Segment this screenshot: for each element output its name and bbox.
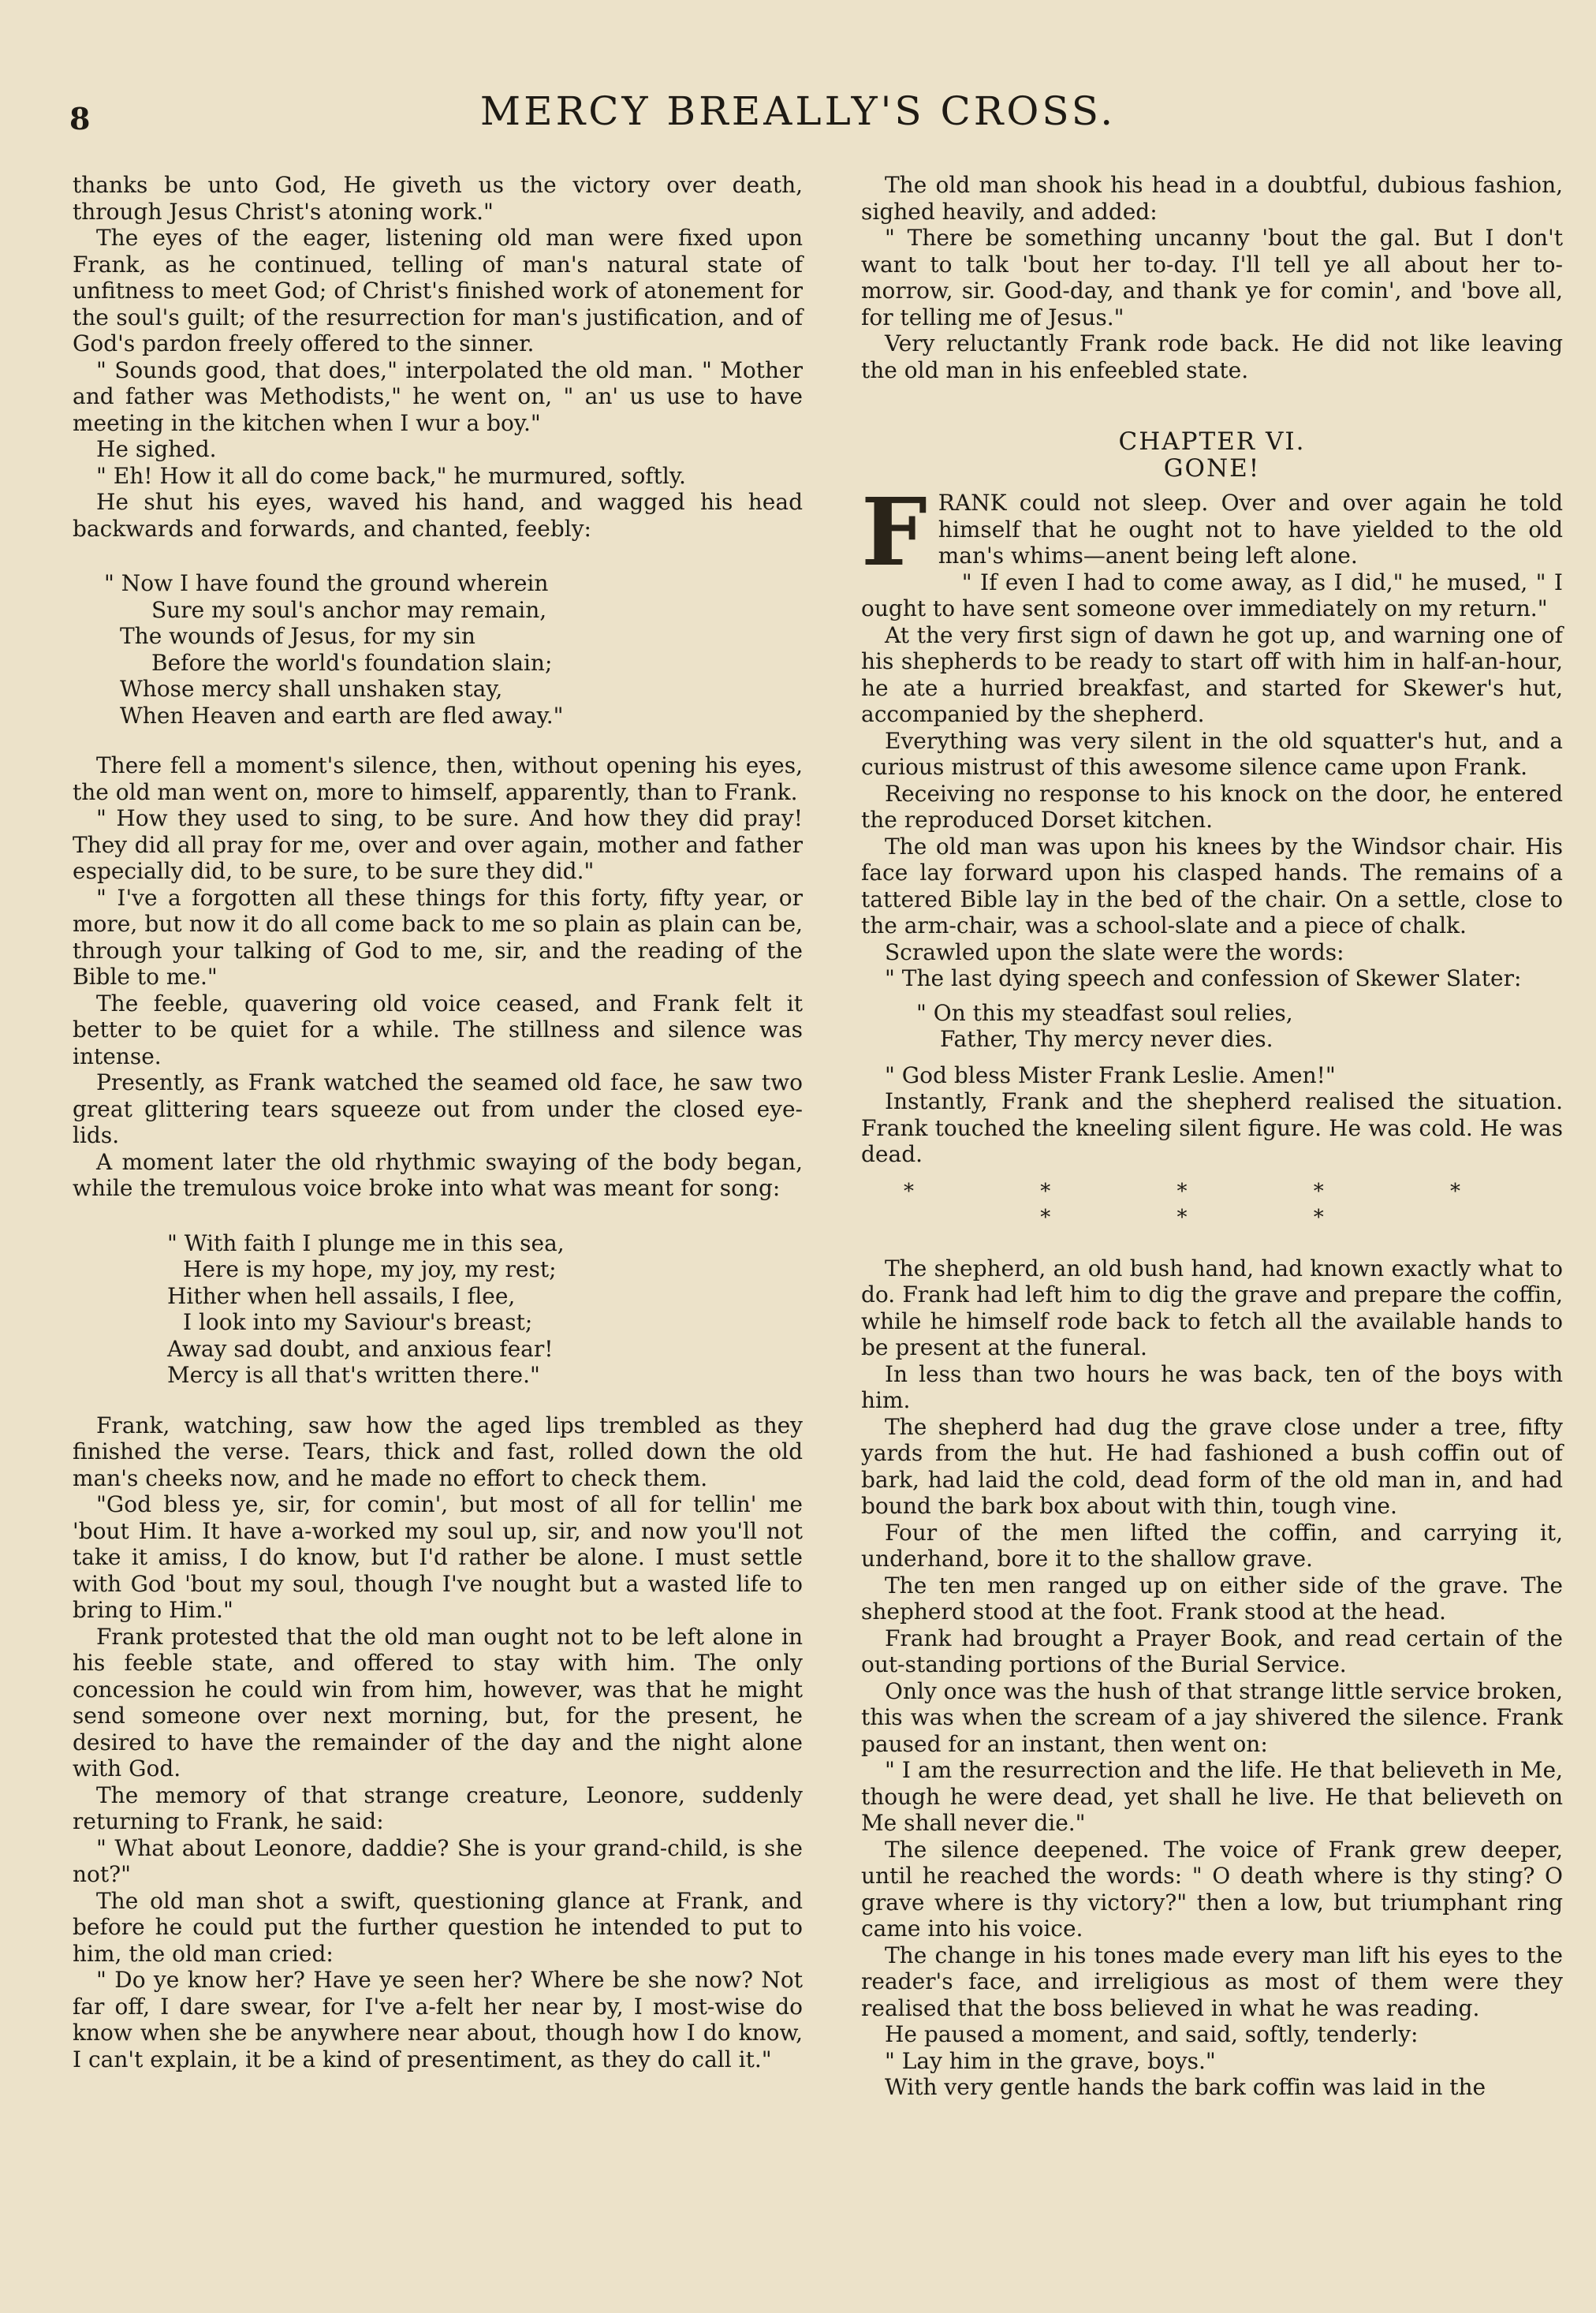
verse-line: Whose mercy shall unshaken stay, <box>120 676 503 702</box>
right-column <box>861 172 1563 2101</box>
page-number: 8 <box>69 101 91 136</box>
hymn-verse-2 <box>73 1230 803 1389</box>
verse-line: When Heaven and earth are fled away." <box>120 702 564 729</box>
paragraph: The shepherd had dug the grave close under a tree, fifty yards from the hut. He had fashioned a bush coffin out of bark, had laid the cold, dead form of the old man in, and had bound the bark box about with thin, tough vine. <box>861 1413 1563 1519</box>
paragraph: The change in his tones made every man lift his eyes to the reader's face, and irreligious as most of them were they realised that the boss believed in what he was reading. <box>861 1942 1563 2021</box>
paragraph: Instantly, Frank and the shepherd realised the situation. Frank touched the kneeling silent figure. He was cold. He was dead. <box>861 1088 1563 1167</box>
paragraph: With very gentle hands the bark coffin was laid in the <box>885 2074 1486 2100</box>
paragraph: Frank, watching, saw how the aged lips trembled as they finished the verse. Tears, thick and fast, rolled down the old man's cheeks now, and he made no effort to check them. <box>73 1412 803 1491</box>
drop-cap: F <box>861 477 927 587</box>
paragraph: " Eh! How it all do come back," he murmured, softly. <box>96 462 686 489</box>
paragraph: " What about Leonore, daddie? She is your grand-child, is she not?" <box>73 1834 803 1887</box>
paragraph: Frank had brought a Prayer Book, and read certain of the out-standing portions of the Burial Service. <box>861 1625 1563 1677</box>
paragraph: He sighed. <box>96 436 217 462</box>
paragraph: The memory of that strange creature, Leonore, suddenly returning to Frank, he said: <box>73 1781 803 1834</box>
paragraph: The old man was upon his knees by the Windsor chair. His face lay forward upon his clasped hands. The remains of a tattered Bible lay in the bed of the chair. On a settle, close to the arm-chair, was a school-slate and a piece of chalk. <box>861 833 1563 938</box>
slate-verse <box>861 1000 1563 1053</box>
verse-line: " With faith I plunge me in this sea, <box>167 1229 565 1256</box>
paragraph: Presently, as Frank watched the seamed old face, he saw two great glittering tears squeeze out from under the closed eye-lids. <box>73 1069 803 1148</box>
verse-line: Away sad doubt, and anxious fear! <box>167 1335 554 1362</box>
verse-line: I look into my Saviour's breast; <box>183 1309 533 1335</box>
paragraph: The ten men ranged up on either side of the grave. The shepherd stood at the foot. Frank stood at the head. <box>861 1572 1563 1625</box>
paragraph: " There be something uncanny 'bout the gal. But I don't want to talk 'bout her to-day. I'll tell ye all about her to-morrow, sir. Good-day, and thank ye for comin', and 'bove all, for telling me of Jesus." <box>861 225 1563 330</box>
paragraph: Scrawled upon the slate were the words: <box>885 938 1344 965</box>
paragraph: " How they used to sing, to be sure. And how they did pray! They did all pray for me, over and over again, mother and father especially did, to be sure, to be sure they did." <box>73 805 803 884</box>
verse-line: Mercy is all that's written there." <box>167 1362 540 1388</box>
verse-line: Hither when hell assails, I flee, <box>167 1282 516 1309</box>
paragraph: " I've a forgotten all these things for this forty, fifty year, or more, but now it do all come back to me so plain as plain can be, through your talking of God to me, sir, and the reading of the Bible to me." <box>73 884 803 990</box>
paragraph: At the very first sign of dawn he got up, and warning one of his shepherds to be ready to start off with him in half-an-hour, he ate a hurried breakfast, and started for Skewer's hut, accompanied by the shepherd. <box>861 621 1563 727</box>
running-title: MERCY BREALLY'S CROSS. <box>479 88 1117 134</box>
paragraph: He shut his eyes, waved his hand, and wagged his head backwards and forwards, and chanted, feebly: <box>73 489 803 542</box>
paragraph: "God bless ye, sir, for comin', but most of all for tellin' me 'bout Him. It have a-worked my soul up, sir, and now you'll not take it amiss, I do know, but I'd rather be alone. I must settle with God 'bout my soul, though I've nought but a wasted life to bring to Him." <box>73 1491 803 1623</box>
paragraph: In less than two hours he was back, ten of the boys with him. <box>861 1360 1563 1413</box>
paragraph: " Do ye know her? Have ye seen her? Where be she now? Not far off, I dare swear, for I've a-felt her near by, I most-wise do know when she be anywhere near about, though how I do know, I can't explain, it be a kind of presentiment, as they do call it." <box>73 1967 803 2072</box>
verse-line: Here is my hope, my joy, my rest; <box>183 1256 557 1282</box>
chapter-heading: CHAPTER VI. <box>1118 427 1306 456</box>
left-column <box>73 172 803 2072</box>
paragraph: A moment later the old rhythmic swaying of the body began, while the tremulous voice broke into what was meant for song: <box>73 1148 803 1201</box>
verse-line: " On this my steadfast soul relies, <box>916 999 1293 1026</box>
paragraph: " God bless Mister Frank Leslie. Amen!" <box>885 1061 1336 1088</box>
paragraph: " Sounds good, that does," interpolated the old man. " Mother and father was Methodists," he went on, " an' us use to have meeting in the kitchen when I wur a boy." <box>73 356 803 436</box>
paragraph: There fell a moment's silence, then, without opening his eyes, the old man went on, more to himself, apparently, than to Frank. <box>73 752 803 805</box>
paragraph: " The last dying speech and confession of Skewer Slater: <box>885 965 1522 991</box>
paragraph: Everything was very silent in the old squatter's hut, and a curious mistrust of this awesome silence came upon Frank. <box>861 727 1563 780</box>
paragraph: The shepherd, an old bush hand, had known exactly what to do. Frank had left him to dig the grave and prepare the coffin, while he himself rode back to fetch all the available hands to be present at the funeral. <box>861 1255 1563 1360</box>
verse-line: The wounds of Jesus, for my sin <box>120 623 475 649</box>
paragraph: The eyes of the eager, listening old man were fixed upon Frank, as he continued, telling of man's natural state of unfitness to meet God; of Christ's finished work of atonement for the soul's guilt; of the resurrection for man's justification, and of God's pardon freely offered to the sinner. <box>73 225 803 356</box>
paragraph: Four of the men lifted the coffin, and carrying it, underhand, bore it to the shallow grave. <box>861 1519 1563 1572</box>
paragraph: Very reluctantly Frank rode back. He did not like leaving the old man in his enfeebled state. <box>861 330 1563 383</box>
paragraph: thanks be unto God, He giveth us the victory over death, through Jesus Christ's atoning work." <box>73 172 803 225</box>
section-break-stars: * * * * * * * * <box>903 1179 1521 1229</box>
paragraph-text: RANK could not sleep. Over and over again he told himself that he ought not to have yielded to the old man's whims—anent being left alone. <box>938 490 1563 569</box>
paragraph: " I am the resurrection and the life. He that believeth in Me, though he were dead, yet shall he live. He that believeth on Me shall never die." <box>861 1757 1563 1836</box>
paragraph <box>861 477 1563 587</box>
paragraph: The old man shook his head in a doubtful, dubious fashion, sighed heavily, and added: <box>861 172 1563 225</box>
paragraph: The feeble, quavering old voice ceased, and Frank felt it better to be quiet for a while. The stillness and silence was intense. <box>73 990 803 1069</box>
paragraph: Receiving no response to his knock on the door, he entered the reproduced Dorset kitchen. <box>861 780 1563 833</box>
verse-line: Sure my soul's anchor may remain, <box>151 596 547 623</box>
paragraph: " If even I had to come away, as I did," he mused, " I ought to have sent someone over immediately on my return." <box>861 569 1563 621</box>
paragraph: Only once was the hush of that strange little service broken, this was when the scream of a jay shivered the silence. Frank paused for an instant, then went on: <box>861 1677 1563 1757</box>
paragraph: Frank protested that the old man ought not to be left alone in his feeble state, and offered to stay with him. The only concession he could win from him, however, was that he might send someone over next morning, but, for the present, he desired to have the remainder of the day and the night alone with God. <box>73 1623 803 1781</box>
chapter-title: GONE! <box>1163 453 1261 483</box>
verse-line: " Now I have found the ground wherein <box>104 570 549 596</box>
paragraph: The silence deepened. The voice of Frank grew deeper, until he reached the words: " O death where is thy sting? O grave where is thy victory?" then a low, but triumphant ring came into his voice. <box>861 1836 1563 1942</box>
paragraph: The old man shot a swift, questioning glance at Frank, and before he could put the further question he intended to put to him, the old man cried: <box>73 1887 803 1967</box>
paragraph: " Lay him in the grave, boys." <box>885 2047 1216 2074</box>
verse-line: Father, Thy mercy never dies. <box>940 1026 1273 1052</box>
verse-line: Before the world's foundation slain; <box>151 649 553 676</box>
paragraph: He paused a moment, and said, softly, tenderly: <box>885 2021 1419 2047</box>
hymn-verse-1 <box>73 570 803 729</box>
